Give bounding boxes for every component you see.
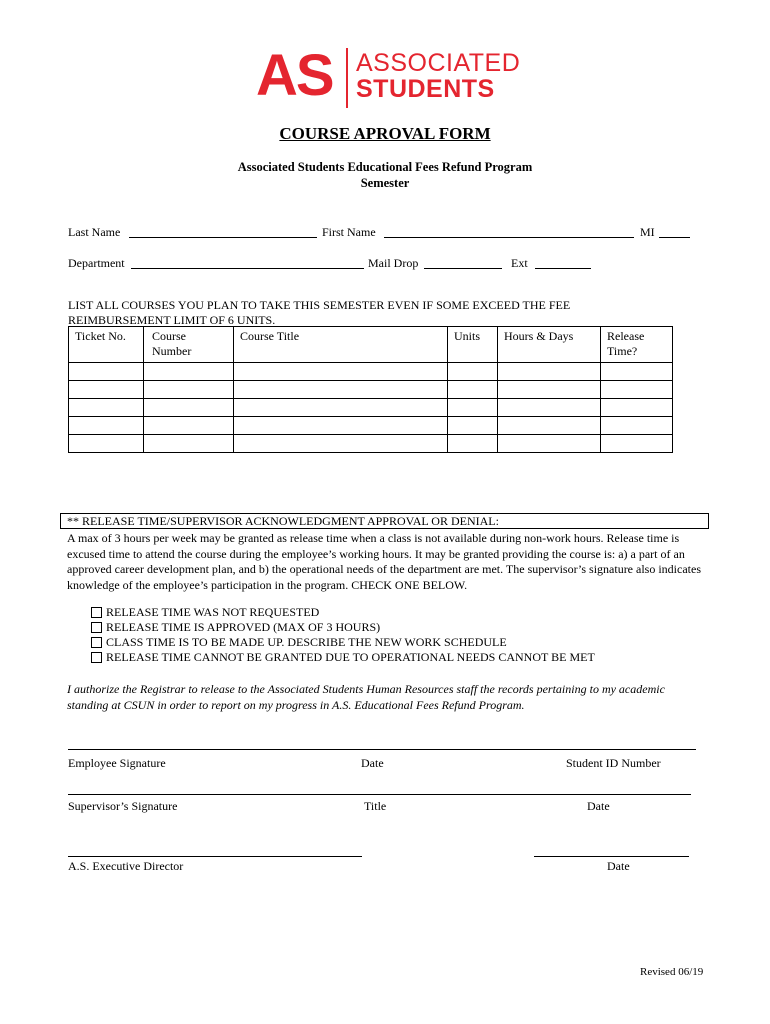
cell-course-title[interactable] <box>234 363 448 381</box>
employee-date-label: Date <box>361 756 384 770</box>
logo-line-2: STUDENTS <box>356 75 495 103</box>
cell-units[interactable] <box>448 435 498 453</box>
option-not-requested <box>91 605 319 620</box>
option-approved <box>91 620 380 635</box>
mail-drop-field[interactable] <box>424 268 502 269</box>
cell-hours-days[interactable] <box>498 381 601 399</box>
supervisor-signature-label: Supervisor’s Signature <box>68 799 178 813</box>
cell-course-number[interactable] <box>144 381 234 399</box>
option-label: RELEASE TIME IS APPROVED (MAX OF 3 HOURS) <box>106 620 381 634</box>
option-label: RELEASE TIME WAS NOT REQUESTED <box>106 605 320 619</box>
cell-ticket-no[interactable] <box>69 363 144 381</box>
director-label: A.S. Executive Director <box>68 859 184 873</box>
table-row <box>69 399 673 417</box>
option-label: CLASS TIME IS TO BE MADE UP. DESCRIBE THE NEW WORK SCHEDULE <box>106 635 507 649</box>
option-label: RELEASE TIME CANNOT BE GRANTED DUE TO OPERATIONAL NEEDS CANNOT BE MET <box>106 650 595 664</box>
header-ticket-no: Ticket No. <box>69 327 144 363</box>
first-name-label: First Name <box>322 225 376 239</box>
cell-units[interactable] <box>448 399 498 417</box>
supervisor-date-label: Date <box>587 799 610 813</box>
cell-ticket-no[interactable] <box>69 435 144 453</box>
logo-mark: AS <box>256 43 333 108</box>
table-row <box>69 435 673 453</box>
department-field[interactable] <box>131 268 364 269</box>
cell-ticket-no[interactable] <box>69 381 144 399</box>
cell-hours-days[interactable] <box>498 399 601 417</box>
mi-label: MI <box>640 225 655 239</box>
table-row <box>69 417 673 435</box>
revision-date: Revised 06/19 <box>640 966 704 978</box>
instructions-line-2: REIMBURSEMENT LIMIT OF 6 UNITS. <box>68 313 276 327</box>
supervisor-title-label: Title <box>364 799 387 813</box>
header-units: Units <box>448 327 498 363</box>
first-name-field[interactable] <box>384 237 634 238</box>
director-date-line[interactable] <box>534 856 689 857</box>
student-id-label: Student ID Number <box>566 756 661 770</box>
cell-ticket-no[interactable] <box>69 417 144 435</box>
cell-course-number[interactable] <box>144 399 234 417</box>
table-row <box>69 381 673 399</box>
cell-release-time[interactable] <box>601 363 673 381</box>
associated-students-logo <box>256 44 526 110</box>
cell-ticket-no[interactable] <box>69 399 144 417</box>
program-subtitle: Associated Students Educational Fees Refund Program <box>237 160 533 174</box>
logo-line-1: ASSOCIATED <box>356 49 521 77</box>
cell-hours-days[interactable] <box>498 435 601 453</box>
ext-label: Ext <box>511 256 528 270</box>
cell-course-title[interactable] <box>234 399 448 417</box>
last-name-field[interactable] <box>129 237 317 238</box>
cell-hours-days[interactable] <box>498 417 601 435</box>
semester-label: Semester <box>360 176 410 190</box>
ext-field[interactable] <box>535 268 591 269</box>
checkbox-made-up[interactable] <box>91 637 102 648</box>
employee-signature-line[interactable] <box>68 749 696 750</box>
cell-release-time[interactable] <box>601 381 673 399</box>
courses-table <box>68 326 673 453</box>
cell-hours-days[interactable] <box>498 363 601 381</box>
employee-signature-label: Employee Signature <box>68 756 166 770</box>
form-title: COURSE APROVAL FORM <box>279 124 491 143</box>
cell-course-title[interactable] <box>234 435 448 453</box>
checkbox-approved[interactable] <box>91 622 102 633</box>
cell-release-time[interactable] <box>601 399 673 417</box>
acknowledgment-title: ** RELEASE TIME/SUPERVISOR ACKNOWLEDGMENT APPROVAL OR DENIAL: <box>67 514 499 528</box>
director-signature-line[interactable] <box>68 856 362 857</box>
header-course-number: Course Number <box>144 327 234 363</box>
cell-release-time[interactable] <box>601 417 673 435</box>
cell-units[interactable] <box>448 381 498 399</box>
cell-course-title[interactable] <box>234 381 448 399</box>
last-name-label: Last Name <box>68 225 121 239</box>
cell-units[interactable] <box>448 363 498 381</box>
checkbox-not-requested[interactable] <box>91 607 102 618</box>
option-cannot-be-granted <box>91 650 595 665</box>
mail-drop-label: Mail Drop <box>368 256 419 270</box>
logo-divider <box>346 48 348 108</box>
mi-field[interactable] <box>659 237 690 238</box>
table-row <box>69 363 673 381</box>
cell-course-number[interactable] <box>144 363 234 381</box>
option-made-up <box>91 635 507 650</box>
checkbox-cannot-be-granted[interactable] <box>91 652 102 663</box>
header-course-title: Course Title <box>234 327 448 363</box>
header-release-time: Release Time? <box>601 327 673 363</box>
cell-course-number[interactable] <box>144 435 234 453</box>
cell-course-number[interactable] <box>144 417 234 435</box>
instructions-line-1: LIST ALL COURSES YOU PLAN TO TAKE THIS SEMESTER EVEN IF SOME EXCEED THE FEE <box>68 298 571 312</box>
department-label: Department <box>68 256 125 270</box>
cell-units[interactable] <box>448 417 498 435</box>
authorization-statement: I authorize the Registrar to release to the Associated Students Human Resources staff the records pertaining to my academic standing at CSUN in order to report on my progress in A.S. Educational Fees Refund Program. <box>67 682 665 712</box>
acknowledgment-paragraph: A max of 3 hours per week may be granted as release time when a class is not available during non-work hours. Release time is excused time to attend the course during the employee’s working hours. It may be granted providing the course is: a) a part of an approved career development plan, and b) the operational needs of the department are met. The supervisor’s signature also indicates knowledge of the employee’s participation in the program. CHECK ONE BELOW. <box>67 531 701 592</box>
table-header-row <box>69 327 673 363</box>
director-date-label: Date <box>607 859 630 873</box>
header-hours-days: Hours & Days <box>498 327 601 363</box>
cell-course-title[interactable] <box>234 417 448 435</box>
cell-release-time[interactable] <box>601 435 673 453</box>
supervisor-signature-line[interactable] <box>68 794 691 795</box>
